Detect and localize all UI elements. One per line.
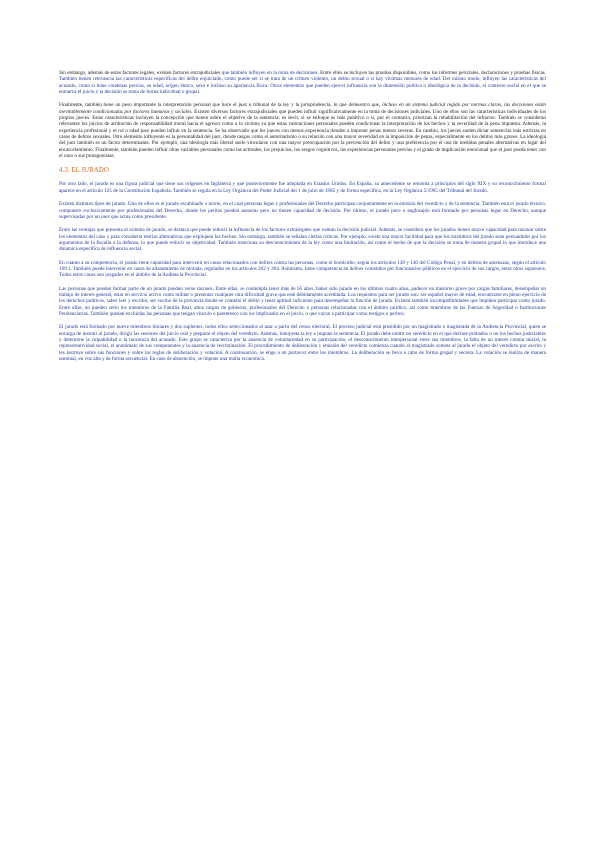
text-run: Existen diversos factores extrajudiciales que pueden influir significativamente en la toma de decisiones judiciales. Uno de ellos son las características individuales de los propios jueces. Estas características incluyen la concepción que tienen sobre el objetivo de la sentencia: es decir, si se enfoque es más punitivo o si, por el contrario, priorizan la rehabilitación del infractor. También se consideran relevantes los juicios de atribución de responsabilidad moral hacia el agresor como a la víctima ya que estas valoraciones personales pueden condicionar la interpretación de los hechos y la severidad de la pena impuesta. Además, la experiencia profesional y el rol o edad juez pueden influir en la sentencia. Se ha observado que los jueces con menos experiencia tienden a imponer penas menos severas. En cambio, los jueces suelen dictar sentencias más estrictas en casos de delitos sexuales. Otro elemento influyente es la personalidad del juez, donde rasgos como el autoritarismo o su relación con una mayor severidad en la imposición de penas, especialmente en los delitos más graves. La ideología del juez también es un factor determinante. Por ejemplo, una ideología más liberal suele vincularse con una mayor preocupación por la prevención del delito y una preferencia por el uso de medidas penales alternativas en lugar del encarcelamiento. Finalmente, también pueden influir otras variables personales como las actitudes, los prejuicios, los sesgos cognitivos, las experiencias personales previas y el grado de implicación emocional que el juez pueda tener con el caso o sus protagonistas. — [59, 108, 546, 160]
text-run: que también influyen en la toma de decisiones. — [221, 70, 319, 76]
document-page — [59, 70, 546, 369]
section-heading: 4.3. EL JURADO — [59, 166, 109, 175]
paragraph-8 — [59, 324, 546, 362]
paragraph-2 — [59, 102, 546, 159]
paragraph-1 — [59, 70, 546, 95]
text-run: Finalmente, también tiene un peso importante la interpretación personal que hace el juez o tribunal de la ley y la jurisprudencia, lo que — [59, 102, 349, 109]
text-run: Existen distintos tipos de jurado. Uno de ellos es el jurado escabinado o mixto, en el cual personas legas y profesionales del Derecho participan conjuntamente en la emisión del veredicto y de la sentencia. También está el jurado técnico, compuesto exclusivamente por profesionales del Derecho, donde los peritos pueden asesorar pero no tienen capacidad de decisión. Por último, el jurado puro o anglosajón está formado por personas legas en Derecho, aunque supervisadas por un juez que actúa como presidente. — [59, 201, 546, 220]
text-run: En cuanto a su competencia, el jurado tiene capacidad para intervenir en casos relacionados con delitos contra las personas, como el homicidio, según los artículos 138 y 140 del Código Penal, y en delitos de amenazas, según el artículo 169.1. También puede intervenir en casos de allanamiento de morada, regulados en los artículos 202 y 204. Asimismo, tiene competencia en delitos cometidos por funcionarios públicos en el ejercicio de sus cargos, entre otros supuestos. Todos estos casos son juzgados en el ámbito de la Audiencia Provincial. — [59, 259, 546, 279]
text-run: Entre ellos se incluyen las pruebas disponibles, como los informes periciales, declaraciones y pruebas físicas. — [318, 70, 547, 76]
paragraph-4 — [59, 201, 546, 220]
text-run: Las personas que pueden formar parte de un jurado pueden verse razones. Entre ellas, se contempla tener más de 65 años, haber sido jurado en los últimos cuatro años, padecer un trastorno grave por cargas familiares, desempeñar un trabajo de interés general, estar en servicio activo como militar o presentar cualquier otra dificultad grave que esté debidamente acreditada. Los requisitos para ser jurado son: ser español mayor de edad, encontrarse en pleno ejercicio de los derechos políticos, saber leer y escribir, ser vecino de la provincia donde se cometió el delito y tener aptitud suficiente para desempeñar la función de jurado. Existen también incompatibilidades que impiden participar como jurado. Entre ellas, no pueden serlo los miembros de la Familia Real, altos cargos de gobierno, profesionales del Derecho o personas relacionadas con el ámbito jurídico, así como miembros de las Fuerzas de Seguridad o Instituciones Penitenciarias. También quedan excluidas las personas que tengan vínculo o parentesco con los implicados en el juicio, o que vayan a participar como testigos o peritos. — [59, 285, 546, 317]
text-run: Entre las ventajas que presenta el sistema de jurado, se destaca que puede reducir la influencia de los factores extralegales que rodean la decisión judicial. Además, se considera que los jurados tienen mayor capacidad para razonar sobre los elementos del caso y para considerar teorías alternativas que expliquen los hechos. Sin embargo, también se señalan ciertas críticas. Por ejemplo, existe una mayor facilidad para que los miembros del jurado sean persuadidos por los argumentos de la fiscalía o la defensa, lo que puede reducir su objetividad. También menciona su desconocimiento de la ley como una limitación, así como el hecho de que la decisión se toma de manera grupal lo que introduce una dinámica específica de influencia social. — [59, 227, 546, 253]
paragraph-6 — [59, 260, 546, 279]
text-run: Por otro lado, el jurado es una figura judicial que tiene sus orígenes en Inglaterra y que posteriormente fue adoptada en Estados Unidos. En España, su antecedente se remonta a principios del siglo XIX y su reconocimiento formal aparece en el artículo 125 de la Constitución Española. También se regula en la Ley Orgánica del Poder Judicial del 1 de julio de 1985 y de forma específica, en la Ley Orgánica 5/1995 del Tribunal del Jurado. — [59, 181, 546, 194]
text-run: demuestra que, incluso en un sistema judicial regido por normas claras, las decisiones están inevitablemente condicionadas por factores humanos y sociales. — [59, 102, 546, 115]
paragraph-5 — [59, 227, 546, 252]
paragraph-3 — [59, 181, 546, 194]
text-run: El jurado está formado por nueve miembros titulares y dos suplentes, todos ellos seleccionados al azar a partir del censo electoral. El proceso judicial está presidido por un magistrado o magistrada de la Audiencia Provincial, quien se encarga de instruir al jurado, dirigir las sesiones del juicio oral y preparar el objeto del veredicto. Además, interpreta la ley e impone la sentencia. El jurado debe emitir un veredicto en el que declare probados o no los hechos justiciables y determine la culpabilidad o la inocencia del acusado. Este grupo se caracteriza por la ausencia de voluntariedad en su participación, el desconocimiento interpersonal entre sus miembros, la falta de un interés común inicial, la representatividad social, el anonimato de sus componentes y la ausencia de recriminación. El procedimiento de deliberación y emisión del veredicto comienza cuando el magistrado somete al jurado el objeto del veredicto por escrito y les instruye sobre sus funciones y sobre las reglas de deliberación y votación. A continuación, se elige a un portavoz entre los miembros. La deliberación se lleva a cabo de forma grupal y secreta. La votación se realiza de manera nominal, en voz alta y de forma secuencial. En caso de abstención, se impone una multa económica. — [59, 324, 546, 363]
text-run: Sin embargo, además de estos factores legales, existen factores extrajudiciales — [59, 70, 222, 76]
text-run: También tienen relevancia las características específicas del delito enjuiciado, como puede ser si se trata de un crimen violento, un delito sexual o si hay víctimas menores de edad. Del mismo modo, influyen las características del acusado, como si tiene condenas previas, su edad, origen étnico, sexo e incluso su apariencia física. Otros elementos que pueden ejercer influencia son la dimensión política o ideológica de la decisión, el contexto social en el que se enmarca el juicio y la decisión se toma de forma individual o grupal. — [59, 76, 546, 96]
paragraph-7 — [59, 286, 546, 318]
